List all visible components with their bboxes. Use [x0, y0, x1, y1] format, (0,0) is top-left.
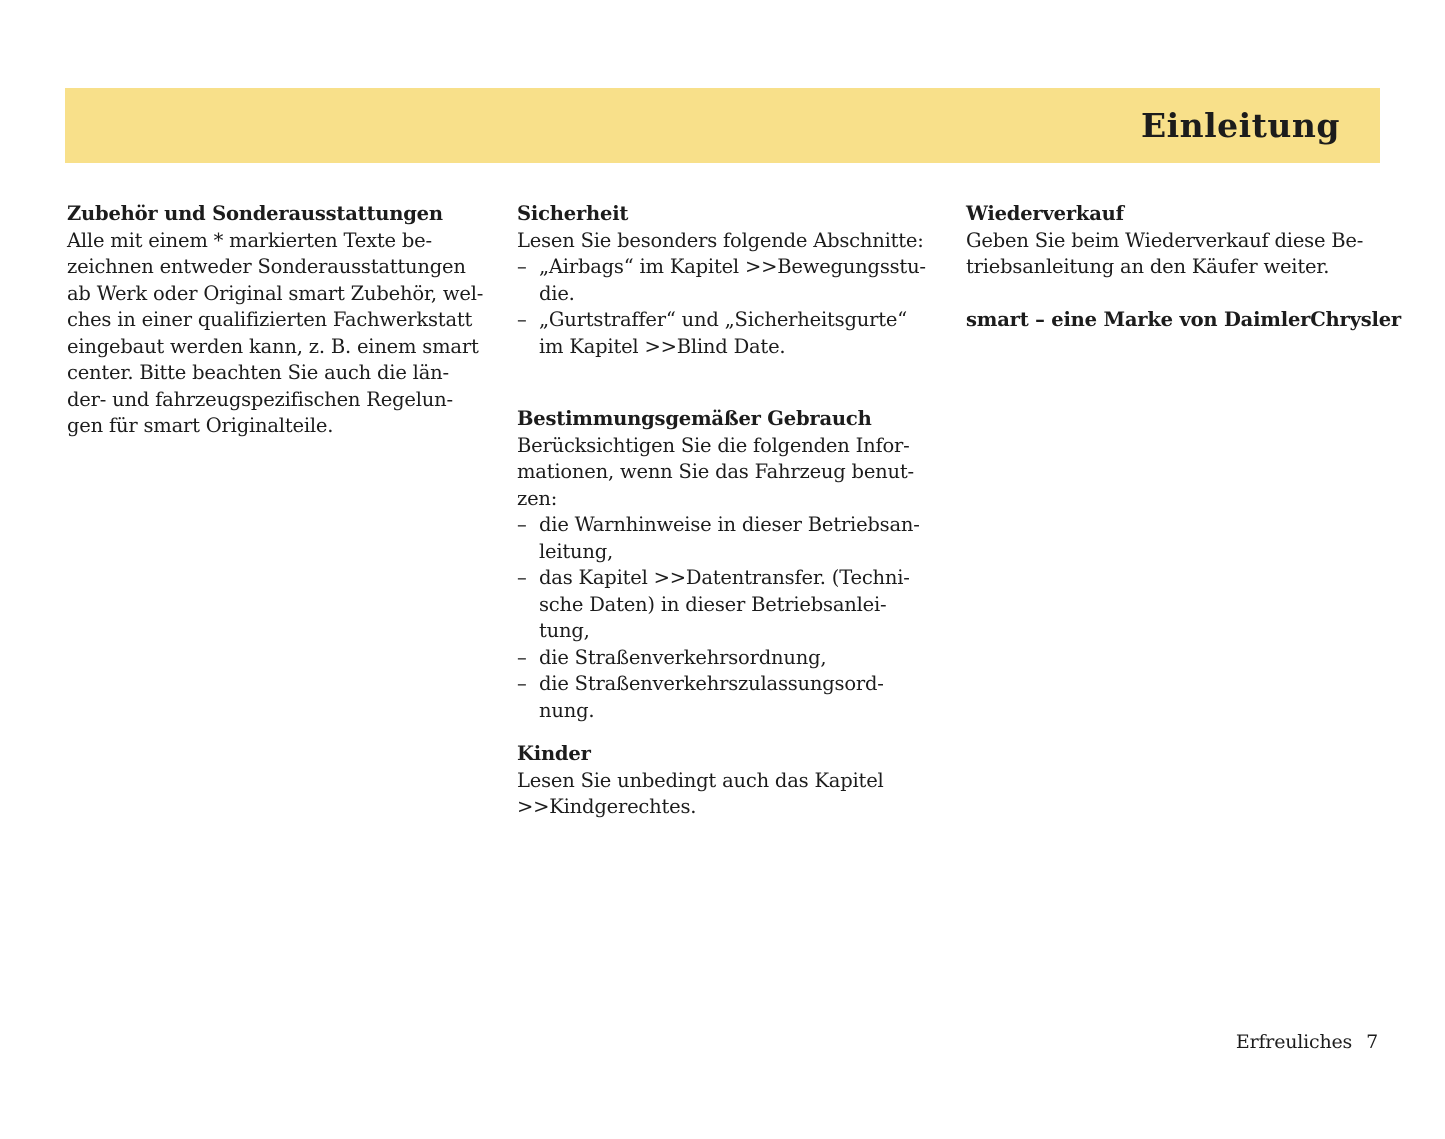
text-line: Lesen Sie unbedingt auch das Kapitel [517, 768, 884, 792]
text-line: ches in einer qualifizierten Fachwerkstatt [67, 308, 473, 331]
text-line: im Kapitel >>Blind Date. [539, 334, 786, 358]
list-item-text [539, 512, 920, 565]
section-wiederverkauf [966, 201, 1398, 281]
list-item-text [539, 254, 926, 307]
column-safety-usage [517, 201, 949, 821]
dash-bullet: – [517, 308, 527, 331]
text-line: Berücksichtigen Sie die folgenden Infor- [517, 433, 910, 457]
text-line: mationen, wenn Sie das Fahrzeug benut- [517, 460, 914, 483]
text-line: gen für smart Originalteile. [67, 414, 334, 437]
column-accessories [67, 201, 499, 440]
text-line: Geben Sie beim Wiederverkauf diese Be- [966, 228, 1364, 252]
page-title: Einleitung [1140, 106, 1340, 145]
list-item [517, 565, 949, 645]
list-item [517, 512, 949, 565]
text-line: eingebaut werden kann, z. B. einem smart [67, 334, 479, 358]
text-line: triebsanleitung an den Käufer weiter. [966, 255, 1330, 278]
footer-page-number: 7 [1366, 1031, 1378, 1053]
brand-line: smart – eine Marke von DaimlerChrysler [966, 307, 1401, 331]
section-heading-sicherheit: Sicherheit [517, 202, 629, 225]
text-line: „Gurtstraffer“ und „Sicherheitsgurte“ [539, 308, 907, 331]
list-item-text [539, 565, 910, 645]
text-line: Lesen Sie besonders folgende Abschnitte: [517, 228, 924, 252]
list-item [517, 671, 949, 724]
dash-bullet: – [517, 672, 527, 695]
list-item [517, 645, 949, 672]
text-line: zen: [517, 486, 558, 510]
text-line: die. [539, 281, 575, 305]
section-gebrauch [517, 406, 949, 724]
column-resale [966, 201, 1401, 333]
text-line: die Straßenverkehrsordnung, [539, 645, 827, 669]
list-item-text [539, 645, 826, 672]
text-line: Alle mit einem * markierten Texte be- [67, 228, 432, 252]
section-zubehoer [67, 201, 499, 440]
section-heading-zubehoer: Zubehör und Sonderausstattungen [67, 202, 443, 225]
section-kinder [517, 741, 949, 821]
dash-bullet: – [517, 513, 527, 536]
section-sicherheit [517, 201, 949, 360]
text-line: tung, [539, 619, 590, 642]
page-footer [1236, 1031, 1378, 1053]
text-line: der- und fahrzeugspezifischen Regelun- [67, 387, 453, 411]
footer-chapter-name: Erfreuliches [1235, 1031, 1353, 1053]
text-line: center. Bitte beachten Sie auch die län- [67, 361, 449, 384]
text-line: zeichnen entweder Sonderausstattungen [67, 255, 466, 278]
text-line: die Warnhinweise in dieser Betriebsan- [539, 513, 920, 536]
list-item-text [539, 307, 907, 360]
section-heading-gebrauch: Bestimmungsgemäßer Gebrauch [517, 407, 872, 430]
text-line: leitung, [539, 539, 614, 563]
list-item [517, 307, 949, 360]
section-heading-wiederverkauf: Wiederverkauf [966, 202, 1124, 225]
text-line: die Straßenverkehrszulassungsord- [539, 672, 884, 695]
text-line: „Airbags“ im Kapitel >>Bewegungsstu- [539, 255, 926, 278]
section-heading-kinder: Kinder [517, 742, 591, 765]
text-line: >>Kindgerechtes. [517, 795, 697, 818]
list-item [517, 254, 949, 307]
dash-bullet: – [517, 645, 527, 669]
dash-bullet: – [517, 255, 527, 278]
text-line: ab Werk oder Original smart Zubehör, wel- [67, 281, 484, 305]
text-line: sche Daten) in dieser Betriebsanlei- [539, 592, 887, 616]
text-line: das Kapitel >>Datentransfer. (Techni- [539, 566, 910, 589]
dash-bullet: – [517, 566, 527, 589]
chapter-banner [65, 88, 1380, 163]
list-item-text [539, 671, 884, 724]
text-line: nung. [539, 698, 595, 722]
